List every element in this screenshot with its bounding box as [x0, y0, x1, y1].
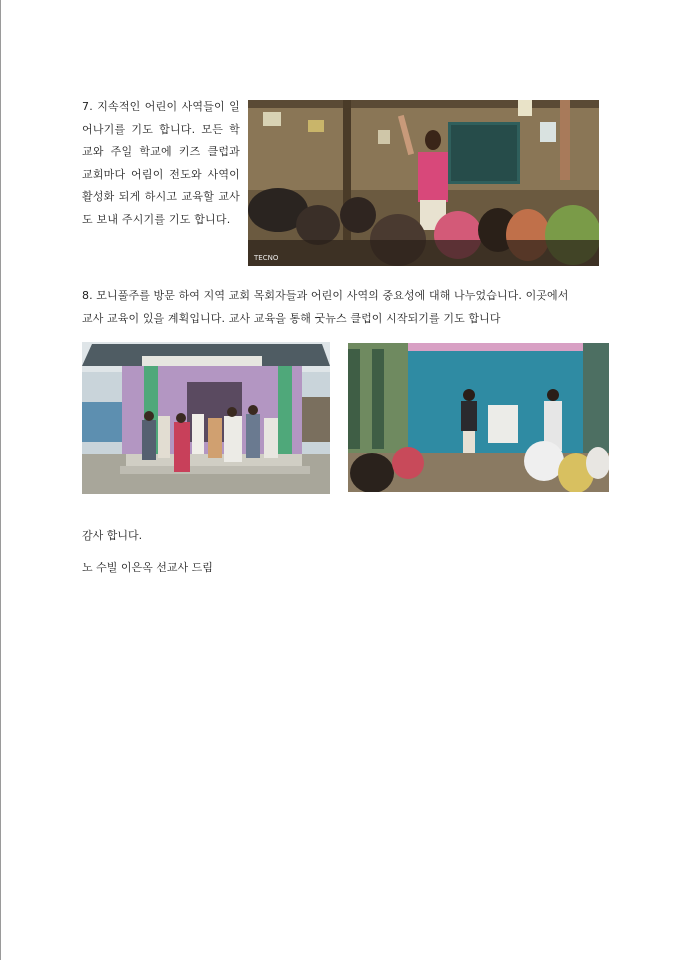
closing-signature: 노 수빌 이은옥 선교사 드림: [82, 561, 213, 574]
classroom-children-photo: [248, 100, 599, 266]
church-building-group-photo: [82, 342, 330, 494]
church-interior-photo: [348, 343, 609, 492]
closing-thanks: 감사 합니다.: [82, 529, 143, 542]
camera-watermark: TECNO: [254, 254, 279, 262]
prayer-item-7: 7. 지속적인 어린이 사역들이 일어나기를 기도 합니다. 모든 학교와 주일 학교에 키즈 클럽과 교회마다 어림이 전도와 사역이 활성화 되게 하시고 교육할 교사도 보내 주시기를 기도 합니다.: [82, 100, 240, 226]
page-left-border: [0, 0, 1, 960]
prayer-item-8: 8. 모니풀주를 방문 하여 지역 교회 목회자들과 어린이 사역의 중요성에 대해 나누었습니다. 이곳에서 교사 교육이 있을 계획입니다. 교사 교육을 통해 굿뉴스 클럽이 시작되기를 기도 합니다: [82, 289, 569, 325]
